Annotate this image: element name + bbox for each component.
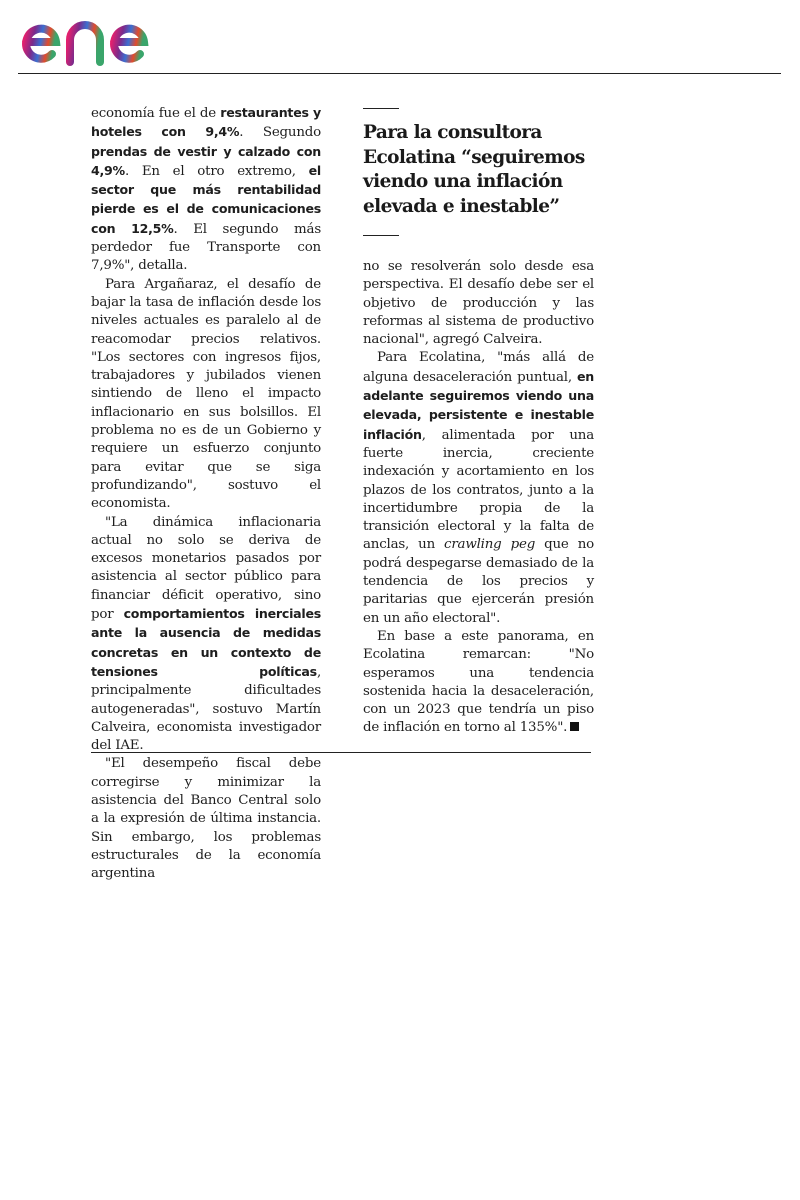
footer-rule [91,752,591,753]
paragraph: Para Ecolatina, "más allá de alguna desaceleración puntual, en adelante seguiremos viendo una elevada, persistente e inestable inflación, alimentada por una fuerte inercia, creciente indexación y acortamiento en los plazos de los contratos, junto a la incertidumbre propia de la transición electoral y la falta de anclas, un crawling peg que no podrá despegarse demasiado de la tendencia de los precios y paritarias que ejercerán presión en un año electoral". [363,350,594,626]
article-column-left [91,104,321,883]
sidebar-rule-top [363,108,399,109]
paragraph: no se resolverán solo desde esa perspectiva. El desafío debe ser el objetivo de producción y las reformas al sistema de productivo nacional", agregó Calveira. [363,259,594,348]
sidebar-headline: Para la consultora Ecolatina “seguiremos viendo una inflación elevada e inestable” [363,122,585,217]
sidebar-rule-bottom [363,235,399,236]
end-of-article-mark [570,722,579,731]
paragraph: Para Argañaraz, el desafío de bajar la tasa de inflación desde los niveles actuales es paralelo al de reacomodar precios relativos. "Los sectores con ingresos fijos, trabajadores y jubilados vienen sintiendo de lleno el impacto inflacionario en sus bolsillos. El problema no es de un Gobierno y requiere un esfuerzo conjunto para evitar que se siga profundizando", sostuvo el economista. [91,276,321,512]
paragraph: "La dinámica inflacionaria actual no solo se deriva de excesos monetarios pasados por asistencia al sector público para financiar déficit operativo, sino por comportamientos inerciales ante la ausencia de medidas concretas en un contexto de tensiones políticas, principalmente dificultades autogeneradas", sostuvo Martín Calveira, economista investigador del IAE. [91,514,321,754]
header-rule [18,73,781,74]
enel-logo [18,4,188,66]
paragraph: economía fue el de restaurantes y hoteles con 9,4%. Segundo prendas de vestir y calzado con 4,9%. En el otro extremo, el sector que más rentabilidad pierde es el de comunicaciones con 12,5%. El segundo más perdedor fue Transporte con 7,9%", detalla. [91,105,321,274]
paragraph: En base a este panorama, en Ecolatina remarcan: "No esperamos una tendencia sostenida hacia la desaceleración, con un 2023 que tendría un piso de inflación en torno al 135%". [363,628,594,736]
article-column-right [363,258,594,738]
paragraph: "El desempeño fiscal debe corregirse y minimizar la asistencia del Banco Central solo a la expresión de última instancia. Sin embargo, los problemas estructurales de la economía argentina [91,756,321,882]
